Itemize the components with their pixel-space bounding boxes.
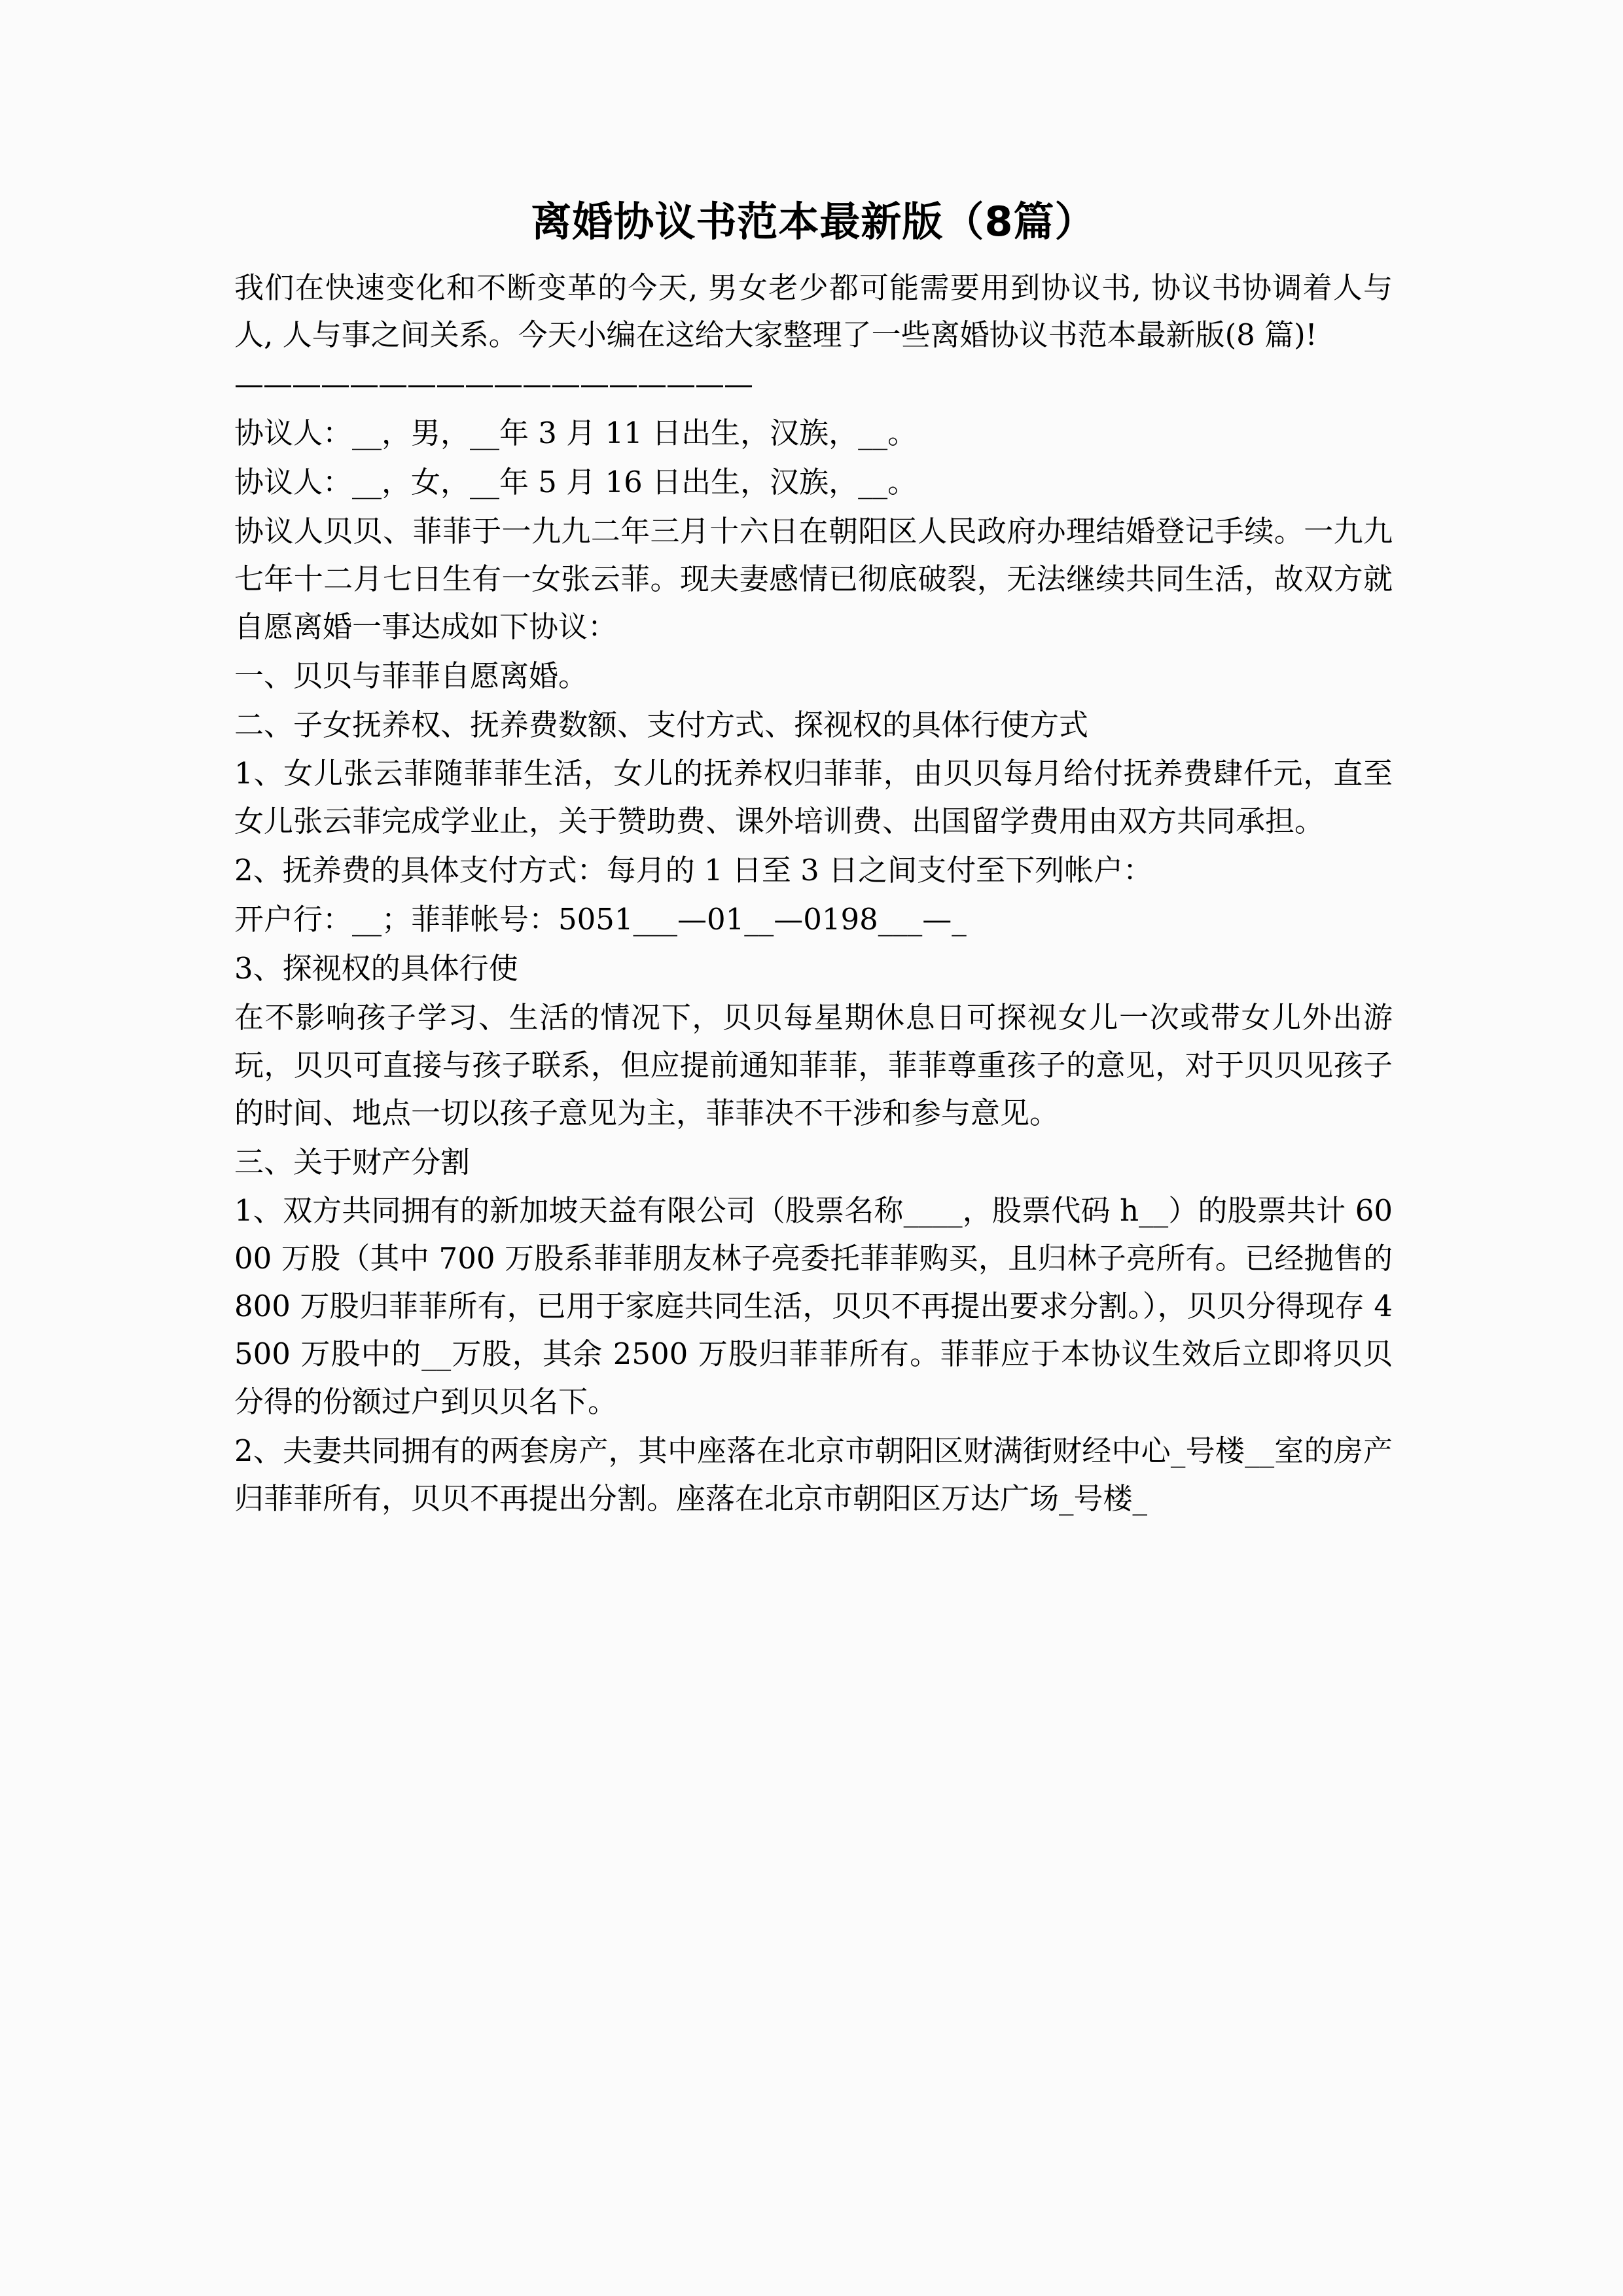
- paragraph-custody-support: 1、女儿张云菲随菲菲生活，女儿的抚养权归菲菲，由贝贝每月给付抚养费肆仟元，直至女儿张云菲完成学业止，关于赞助费、课外培训费、出国留学费用由双方共同承担。: [234, 756, 1393, 839]
- paragraph-clause-two-heading: 二、子女抚养权、抚养费数额、支付方式、探视权的具体行使方式: [234, 707, 1089, 742]
- paragraph-visitation-detail: 在不影响孩子学习、生活的情况下，贝贝每星期休息日可探视女儿一次或带女儿外出游玩，贝贝可直接与孩子联系，但应提前通知菲菲，菲菲尊重孩子的意见，对于贝贝见孩子的时间、地点一切以孩子意见为主，菲菲决不干涉和参与意见。: [234, 999, 1393, 1130]
- paragraph-bank-account: 开户行：__；菲菲帐号：5051___—01__—0198___—_: [234, 902, 967, 937]
- paragraph-marriage-background: 协议人贝贝、菲菲于一九九二年三月十六日在朝阳区人民政府办理结婚登记手续。一九九七年十二月七日生有一女张云菲。现夫妻感情已彻底破裂，无法继续共同生活，故双方就自愿离婚一事达成如下协议：: [234, 513, 1393, 644]
- paragraph-visitation-heading: 3、探视权的具体行使: [234, 950, 518, 986]
- page-title: 离婚协议书范本最新版（8篇）: [531, 198, 1096, 245]
- paragraph-stock-division: 1、双方共同拥有的新加坡天益有限公司（股票名称____，股票代码 h__）的股票共计 6000 万股（其中 700 万股系菲菲朋友林子亮委托菲菲购买，且归林子亮所有。已经抛售的 800 万股归菲菲所有，已用于家庭共同生活，贝贝不再提出要求分割。），贝贝分得现存 4500 万股中的__万股，其余 2500 万股归菲菲所有。菲菲应于本协议生效后立即将贝贝分得的份额过户到贝贝名下。: [234, 1193, 1393, 1419]
- intro-paragraph: 我们在快速变化和不断变革的今天, 男女老少都可能需要用到协议书, 协议书协调着人与人, 人与事之间关系。今天小编在这给大家整理了一些离婚协议书范本最新版(8 篇)!: [234, 270, 1393, 353]
- paragraph-payment-method: 2、抚养费的具体支付方式：每月的 1 日至 3 日之间支付至下列帐户：: [234, 853, 1153, 888]
- paragraph-party-female: 协议人：__，女，__年 5 月 16 日出生，汉族，__。: [234, 465, 918, 500]
- paragraph-party-male: 协议人：__，男，__年 3 月 11 日出生，汉族，__。: [234, 416, 918, 451]
- section-divider: ——————————————————: [234, 367, 753, 402]
- paragraph-clause-one: 一、贝贝与菲菲自愿离婚。: [234, 658, 588, 693]
- document-content: [234, 196, 1393, 1524]
- paragraph-clause-three-heading: 三、关于财产分割: [234, 1144, 471, 1179]
- paragraph-property-division: 2、夫妻共同拥有的两套房产，其中座落在北京市朝阳区财满街财经中心_号楼__室的房产归菲菲所有，贝贝不再提出分割。座落在北京市朝阳区万达广场_号楼_: [234, 1433, 1393, 1516]
